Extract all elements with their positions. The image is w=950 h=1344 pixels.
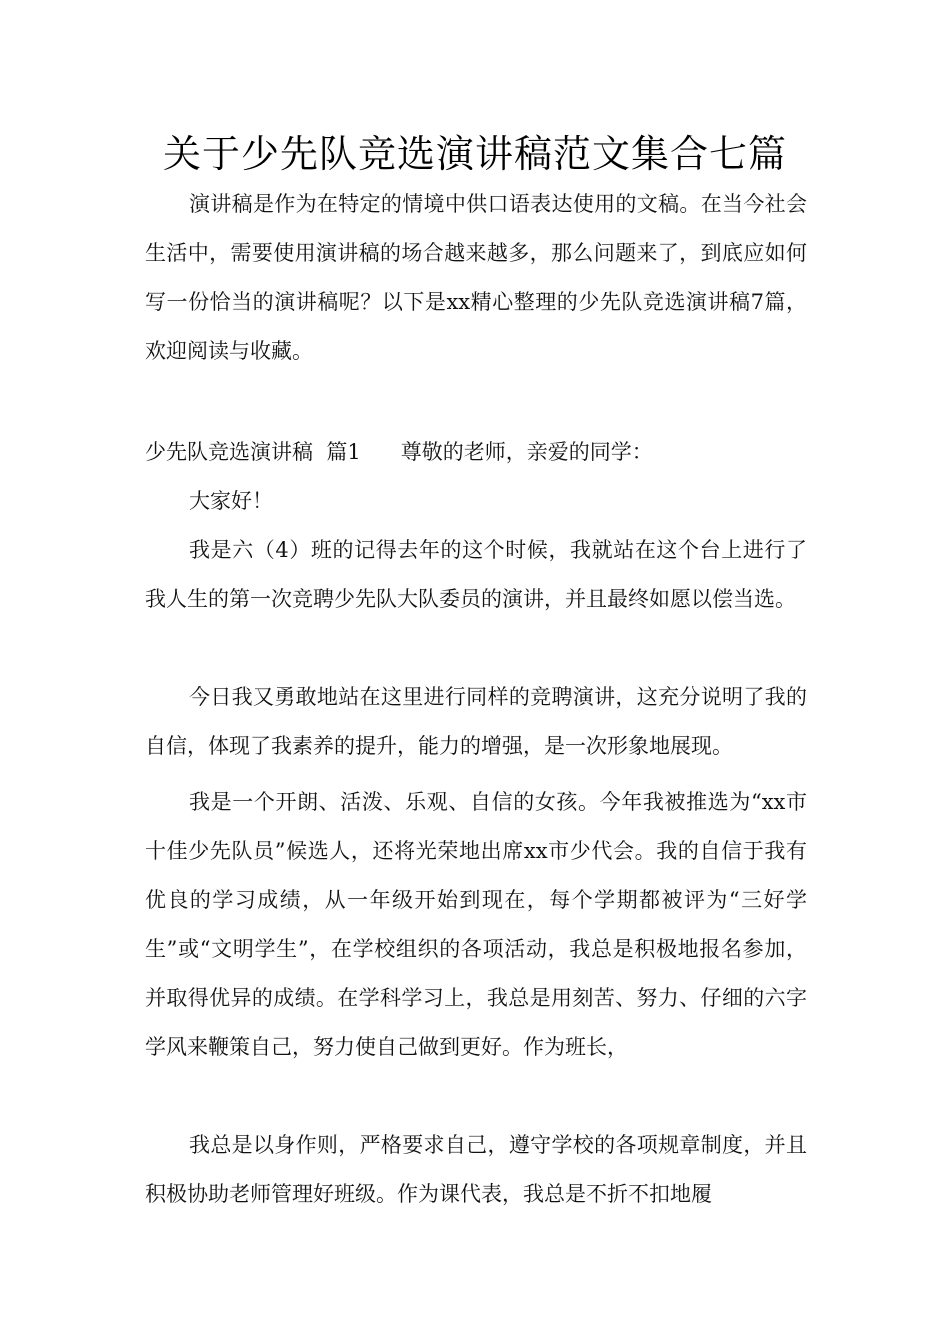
paragraph-4: 我是一个开朗、活泼、乐观、自信的女孩。今年我被推选为“xx市十佳少先队员”候选人，还将光荣地出席xx市少代会。我的自信于我有优良的学习成绩，从一年级开始到现在，每个学期都被评为“三好学生”或“文明学生”，在学校组织的各项活动，我总是积极地报名参加，并取得优异的成绩。在学科学习上，我总是用刻苦、努力、仔细的六字学风来鞭策自己，努力使自己做到更好。作为班长， xyxy=(145,790,807,1059)
section-heading-line xyxy=(145,428,807,477)
paragraph-1: 大家好！ xyxy=(189,489,273,513)
paragraph-2: 我是六（4）班的记得去年的这个时候，我就站在这个台上进行了我人生的第一次竞聘少先队大队委员的演讲，并且最终如愿以偿当选。 xyxy=(145,538,807,611)
paragraph-5: 我总是以身作则，严格要求自己，遵守学校的各项规章制度，并且积极协助老师管理好班级。作为课代表，我总是不折不扣地履 xyxy=(145,1133,807,1206)
section-heading: 少先队竞选演讲稿 篇1 xyxy=(145,440,361,464)
paragraph-3: 今日我又勇敢地站在这里进行同样的竞聘演讲，这充分说明了我的自信，体现了我素养的提升，能力的增强，是一次形象地展现。 xyxy=(145,685,807,758)
greeting: 尊敬的老师，亲爱的同学： xyxy=(400,440,653,464)
intro-paragraph: 演讲稿是作为在特定的情境中供口语表达使用的文稿。在当今社会生活中，需要使用演讲稿的场合越来越多，那么问题来了，到底应如何写一份恰当的演讲稿呢？以下是xx精心整理的少先队竞选演讲稿7篇，欢迎阅读与收藏。 xyxy=(145,192,807,363)
document-title: 关于少先队竞选演讲稿范文集合七篇 xyxy=(162,132,787,176)
